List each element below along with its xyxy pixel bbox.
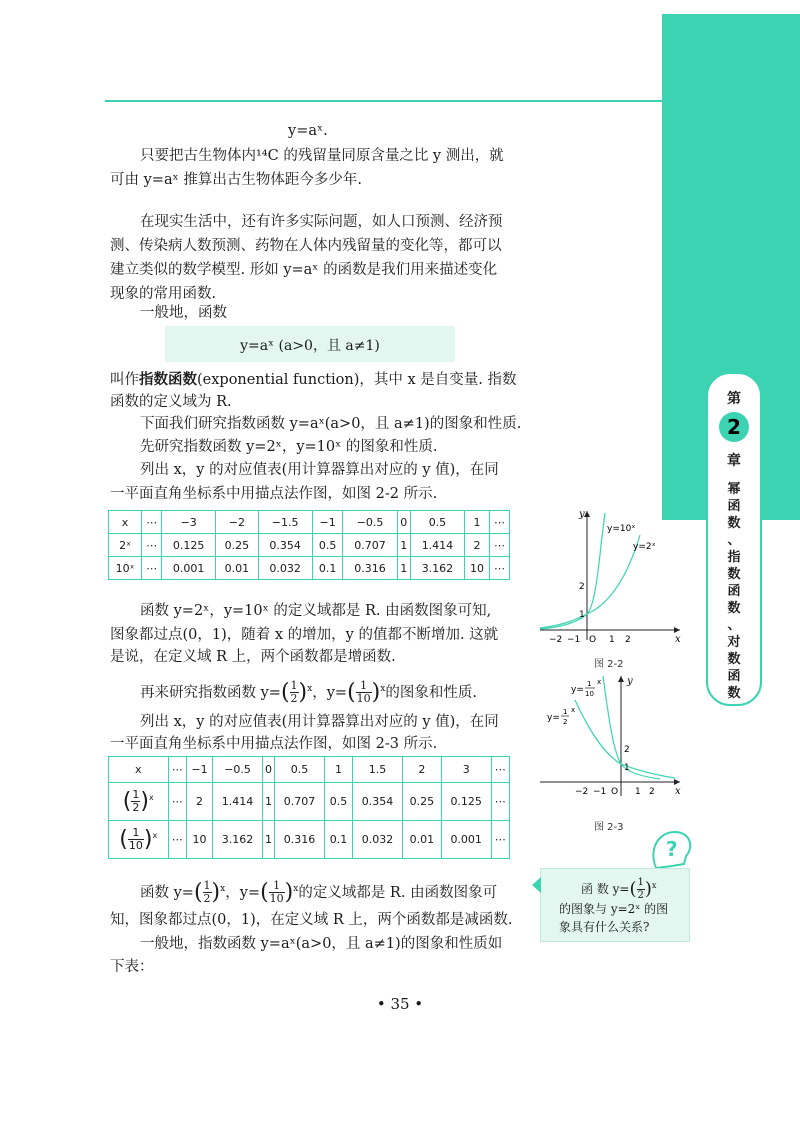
table-cell: 1.414 [213, 783, 263, 821]
table-cell: ⋯ [168, 783, 186, 821]
table-cell: 3.162 [213, 821, 263, 859]
table-cell: 0.001 [162, 557, 216, 580]
table-cell: 0.01 [216, 557, 258, 580]
svg-text:?: ? [666, 837, 678, 861]
label-tenth-x: y= [571, 685, 584, 695]
table-cell: 0.1 [324, 821, 352, 859]
table-cell: ⋯ [168, 757, 186, 783]
table-cell: −0.5 [343, 511, 397, 534]
chapter-title-char: 函 [727, 499, 741, 514]
table-cell: 0.316 [343, 557, 397, 580]
curve-2x [540, 535, 640, 628]
table-cell: ( $\frac{1}{2}$ )$^x$ [109, 783, 169, 821]
y-axis-arrow-icon [584, 511, 590, 517]
tick-y: 2 [579, 582, 585, 592]
table-cell: 0.01 [402, 821, 441, 859]
page-number: • 35 • [376, 995, 424, 1013]
table-cell: 0.125 [162, 534, 216, 557]
table-cell: 1 [262, 821, 274, 859]
header-rule [105, 100, 685, 102]
tick-y: 2 [624, 745, 630, 755]
chapter-di: 第 [727, 391, 741, 407]
chapter-title-char: 、 [727, 533, 741, 548]
label-sup: x [571, 706, 576, 714]
paragraph-line: 函数的定义域为 R. [110, 394, 232, 410]
table-cell: −2 [216, 511, 258, 534]
table-cell: 0.032 [258, 557, 312, 580]
paragraph-line: 图象都过点(0，1)，随着 x 的增加，y 的值都不断增加. 这就 [110, 627, 499, 643]
x-axis-arrow-icon [674, 779, 680, 785]
table-cell: 0.707 [343, 534, 397, 557]
tick-x: −1 [567, 635, 581, 645]
chapter-title-char: 函 [727, 584, 741, 599]
table-cell: 0.032 [353, 821, 403, 859]
paragraph-line: 在现实生活中，还有许多实际问题，如人口预测、经济预 [140, 214, 503, 230]
label-2x: y=2ˣ [633, 542, 656, 552]
table-cell: 2ˣ [109, 534, 142, 557]
value-table-decreasing [108, 756, 510, 859]
tick-x: 2 [625, 635, 631, 645]
chapter-zhang: 章 [727, 453, 741, 469]
table-cell: 2 [186, 783, 212, 821]
table-cell: 3 [441, 757, 491, 783]
table-cell: ⋯ [489, 534, 509, 557]
table-cell: 0.5 [324, 783, 352, 821]
paragraph-line: 一平面直角坐标系中用描点法作图，如图 2-2 所示. [110, 486, 438, 502]
table-row [109, 557, 510, 580]
table-cell: ⋯ [142, 534, 162, 557]
table-cell: 0 [262, 757, 274, 783]
label-10x: y=10ˣ [607, 524, 636, 534]
value-table-increasing [108, 510, 510, 580]
tick-x: 1 [609, 635, 615, 645]
table-cell: ⋯ [142, 511, 162, 534]
figure-2-3 [535, 670, 685, 804]
label-sup: x [597, 678, 602, 686]
table-cell: x [109, 511, 142, 534]
table-cell: 0.5 [275, 757, 325, 783]
paragraph-line: 一般地，函数 [140, 305, 227, 321]
think-line: 的图象与 y=2ˣ 的图 [559, 902, 669, 916]
label-frac-den: 2 [563, 718, 568, 726]
table-cell: ⋯ [489, 557, 509, 580]
question-head-icon [648, 828, 696, 872]
table-cell: −1.5 [258, 511, 312, 534]
curve-tenth-x [603, 676, 660, 779]
x-axis-arrow-icon [674, 627, 680, 633]
tick-x: −2 [549, 635, 563, 645]
paragraph-line: 是说，在定义域 R 上，两个函数都是增函数. [110, 649, 396, 665]
table-cell: −0.5 [213, 757, 263, 783]
axis-x-label: x [675, 786, 681, 797]
table-cell: ⋯ [491, 783, 509, 821]
table-cell: 1.414 [410, 534, 464, 557]
label-frac-num: 1 [587, 680, 592, 688]
table-cell: ⋯ [491, 821, 509, 859]
term-exponential-function: 指数函数 [139, 371, 197, 388]
table-cell: ⋯ [491, 757, 509, 783]
table-cell: −1 [312, 511, 343, 534]
paragraph-line: 函数 y=2ˣ，y=10ˣ 的定义域都是 R. 由函数图象可知, [140, 603, 492, 619]
table-cell: 0.125 [441, 783, 491, 821]
table-cell: 1 [397, 534, 410, 557]
label-frac-num: 1 [563, 708, 568, 716]
pointer-triangle-icon [532, 877, 541, 893]
table-cell: ⋯ [168, 821, 186, 859]
table-cell: 0.25 [402, 783, 441, 821]
table-row [109, 783, 510, 821]
table-cell: x [109, 757, 169, 783]
paragraph-line: 只要把古生物体内¹⁴C 的残留量同原含量之比 y 测出，就 [140, 148, 504, 164]
axis-y-label: y [627, 676, 633, 687]
paragraph-line: 下面我们研究指数函数 y=aˣ(a>0，且 a≠1)的图象和性质. [140, 416, 522, 432]
table-cell: 0.001 [441, 821, 491, 859]
table-cell: 0.5 [410, 511, 464, 534]
paragraph-line: 列出 x，y 的对应值表(用计算器算出对应的 y 值)，在同 [140, 714, 499, 730]
label-frac-den: 10 [585, 690, 594, 698]
paragraph-line: 列出 x，y 的对应值表(用计算器算出对应的 y 值)，在同 [140, 462, 499, 478]
table-cell: 0.5 [312, 534, 343, 557]
tick-y: 1 [624, 763, 630, 773]
table-cell: 1 [324, 757, 352, 783]
chapter-title-char: 数 [727, 601, 741, 616]
tick-x: −1 [593, 787, 607, 797]
table-cell: 0.316 [275, 821, 325, 859]
table-row [109, 821, 510, 859]
table-cell: 1.5 [353, 757, 403, 783]
table-cell: −3 [162, 511, 216, 534]
table-cell: 10 [464, 557, 489, 580]
table-cell: 0.354 [353, 783, 403, 821]
table-cell: ⋯ [489, 511, 509, 534]
table-cell: 10ˣ [109, 557, 142, 580]
tick-x: 1 [635, 787, 641, 797]
table-cell: 0.707 [275, 783, 325, 821]
paragraph-line: 知，图象都过点(0，1)，在定义域 R 上，两个函数都是减函数. [110, 912, 513, 928]
paragraph-line: 再来研究指数函数 y=( $\frac{1}{2}$ )$^x$，y=( $\frac{1}{10}$ )$^x$的图象和性质. [140, 679, 477, 706]
figure-caption: 图 2-3 [594, 822, 624, 833]
table-cell: ( $\frac{1}{10}$ )$^x$ [109, 821, 169, 859]
chapter-title-char: 数 [727, 567, 741, 582]
table-cell: 1 [262, 783, 274, 821]
paragraph-line: 可由 y=aˣ 推算出古生物体距今多少年. [110, 172, 362, 188]
tick-x: −2 [575, 787, 589, 797]
table-cell: 0.1 [312, 557, 343, 580]
y-axis-arrow-icon [618, 676, 624, 682]
table-cell: 0.354 [258, 534, 312, 557]
table-row [109, 757, 510, 783]
figure-2-2 [535, 505, 685, 645]
tick-y: 1 [579, 610, 585, 620]
formula-top: y=aˣ. [288, 123, 328, 139]
table-row [109, 534, 510, 557]
paragraph-line: 一平面直角坐标系中用描点法作图，如图 2-3 所示. [110, 736, 438, 752]
table-cell: −1 [186, 757, 212, 783]
figure-caption: 图 2-2 [594, 659, 624, 670]
chapter-tab [706, 372, 762, 706]
think-box [540, 868, 690, 942]
table-cell: 0 [397, 511, 410, 534]
chapter-title-char: 幂 [727, 482, 741, 497]
definition-line: 叫作指数函数(exponential function)，其中 x 是自变量. 指数 [110, 371, 517, 388]
chapter-title-char: 数 [727, 686, 741, 701]
chapter-title-char: 、 [727, 618, 741, 633]
table-cell: 0.25 [216, 534, 258, 557]
axis-x-label: x [675, 634, 681, 645]
tick-x: 2 [649, 787, 655, 797]
origin-label: O [611, 787, 619, 797]
think-line: 象具有什么关系? [559, 920, 650, 934]
definition-box [165, 326, 455, 362]
paragraph-line: 先研究指数函数 y=2ˣ，y=10ˣ 的图象和性质. [140, 439, 438, 455]
paragraph-line: 建立类似的数学模型. 形如 y=aˣ 的函数是我们用来描述变化 [110, 262, 498, 278]
table-cell: 10 [186, 821, 212, 859]
paragraph-line: 现象的常用函数. [110, 286, 217, 302]
table-cell: 1 [464, 511, 489, 534]
table-cell: 2 [402, 757, 441, 783]
table-cell: ⋯ [142, 557, 162, 580]
label-half-x: y= [547, 713, 560, 723]
table-cell: 1 [397, 557, 410, 580]
page-frame-curve [620, 100, 722, 432]
paragraph-line: 下表： [110, 959, 154, 975]
axis-y-label: y [579, 509, 585, 520]
definition-formula: y=aˣ (a>0，且 a≠1) [240, 338, 380, 354]
chapter-title-char: 数 [727, 652, 741, 667]
table-row [109, 511, 510, 534]
chapter-title-char: 对 [727, 635, 741, 650]
curve-10x [540, 513, 605, 629]
table-cell: 3.162 [410, 557, 464, 580]
chapter-number: 2 [719, 412, 749, 442]
paragraph-line: 函数 y=( $\frac{1}{2}$ )$^x$，y=( $\frac{1}{10}$ )$^x$的定义域都是 R. 由函数图象可 [140, 879, 498, 906]
paragraph-line: 测、传染病人数预测、药物在人体内残留量的变化等，都可以 [110, 238, 502, 254]
chapter-title-char: 数 [727, 516, 741, 531]
think-line: 函 数 y=( $\frac{1}{2}$ )$^x$ [581, 877, 657, 901]
chapter-title-char: 指 [727, 550, 741, 565]
table-cell: 2 [464, 534, 489, 557]
origin-label: O [589, 635, 597, 645]
paragraph-line: 一般地，指数函数 y=aˣ(a>0，且 a≠1)的图象和性质如 [140, 936, 503, 952]
chapter-title-char: 函 [727, 669, 741, 684]
